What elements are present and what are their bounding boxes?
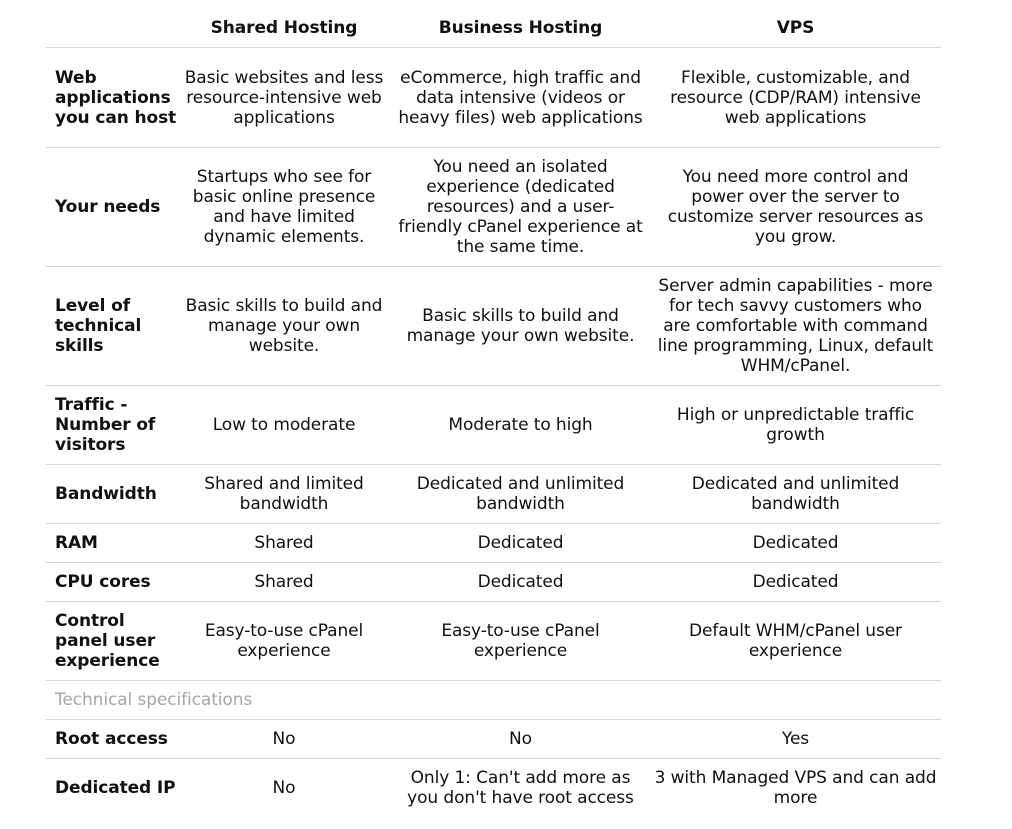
business-cell: eCommerce, high traffic and data intensive (videos or heavy files) web applications [391,48,650,148]
header-business-hosting: Business Hosting [391,9,650,48]
table-row [46,267,941,386]
row-label: Control panel user experience [46,602,177,681]
vps-cell: Dedicated [650,563,941,602]
table-row [46,759,941,818]
row-label: Traffic - Number of visitors [46,386,177,465]
shared-cell: Startups who see for basic online presence and have limited dynamic elements. [177,148,391,267]
hosting-comparison-table [46,9,941,818]
row-label: Root access [46,720,177,759]
shared-cell: No [177,720,391,759]
vps-cell: 3 with Managed VPS and can add more [654,768,937,809]
row-label: RAM [46,524,177,563]
row-label: Your needs [46,148,177,267]
table-header [46,9,941,48]
shared-cell: Shared [177,524,391,563]
shared-cell: Low to moderate [177,386,391,465]
header-row [46,9,941,48]
shared-cell: Shared and limited bandwidth [177,465,391,524]
business-cell: Moderate to high [391,386,650,465]
table-row [46,602,941,681]
section-title: Technical specifications [46,681,941,720]
business-cell: Only 1: Can't add more as you don't have root access [407,768,634,809]
table-row [46,386,941,465]
table-row [46,148,941,267]
header-shared-hosting: Shared Hosting [177,9,391,48]
table-row [46,524,941,563]
vps-cell: Dedicated and unlimited bandwidth [650,465,941,524]
header-vps: VPS [650,9,941,48]
row-label: CPU cores [46,563,177,602]
shared-cell: Shared [177,563,391,602]
business-cell: You need an isolated experience (dedicated resources) and a user-friendly cPanel experience at the same time. [391,148,650,267]
table-body [46,48,941,818]
vps-cell: You need more control and power over the server to customize server resources as you grow. [650,148,941,267]
business-cell: No [391,720,650,759]
shared-cell: No [272,778,296,799]
header-blank-cell [46,9,177,48]
vps-cell: Dedicated [650,524,941,563]
shared-cell: Basic websites and less resource-intensive web applications [177,48,391,148]
row-label: Level of technical skills [46,267,177,386]
business-cell: Dedicated [391,524,650,563]
row-label: Bandwidth [46,465,177,524]
business-cell: Dedicated [391,563,650,602]
row-label: Web applications you can host [46,48,177,148]
table-row [46,465,941,524]
vps-cell: Server admin capabilities - more for tech savvy customers who are comfortable with command line programming, Linux, default WHM/cPanel. [650,267,941,386]
shared-cell: Basic skills to build and manage your own website. [177,267,391,386]
business-cell: Easy-to-use cPanel experience [391,602,650,681]
vps-cell: Yes [650,720,941,759]
section-heading-row [46,681,941,720]
shared-cell: Easy-to-use cPanel experience [177,602,391,681]
vps-cell: High or unpredictable traffic growth [650,386,941,465]
vps-cell: Flexible, customizable, and resource (CDP/RAM) intensive web applications [650,48,941,148]
business-cell: Basic skills to build and manage your own website. [391,267,650,386]
row-label: Dedicated IP [55,778,176,799]
table-row [46,563,941,602]
table-row [46,720,941,759]
table-row [46,48,941,148]
business-cell: Dedicated and unlimited bandwidth [391,465,650,524]
vps-cell: Default WHM/cPanel user experience [650,602,941,681]
